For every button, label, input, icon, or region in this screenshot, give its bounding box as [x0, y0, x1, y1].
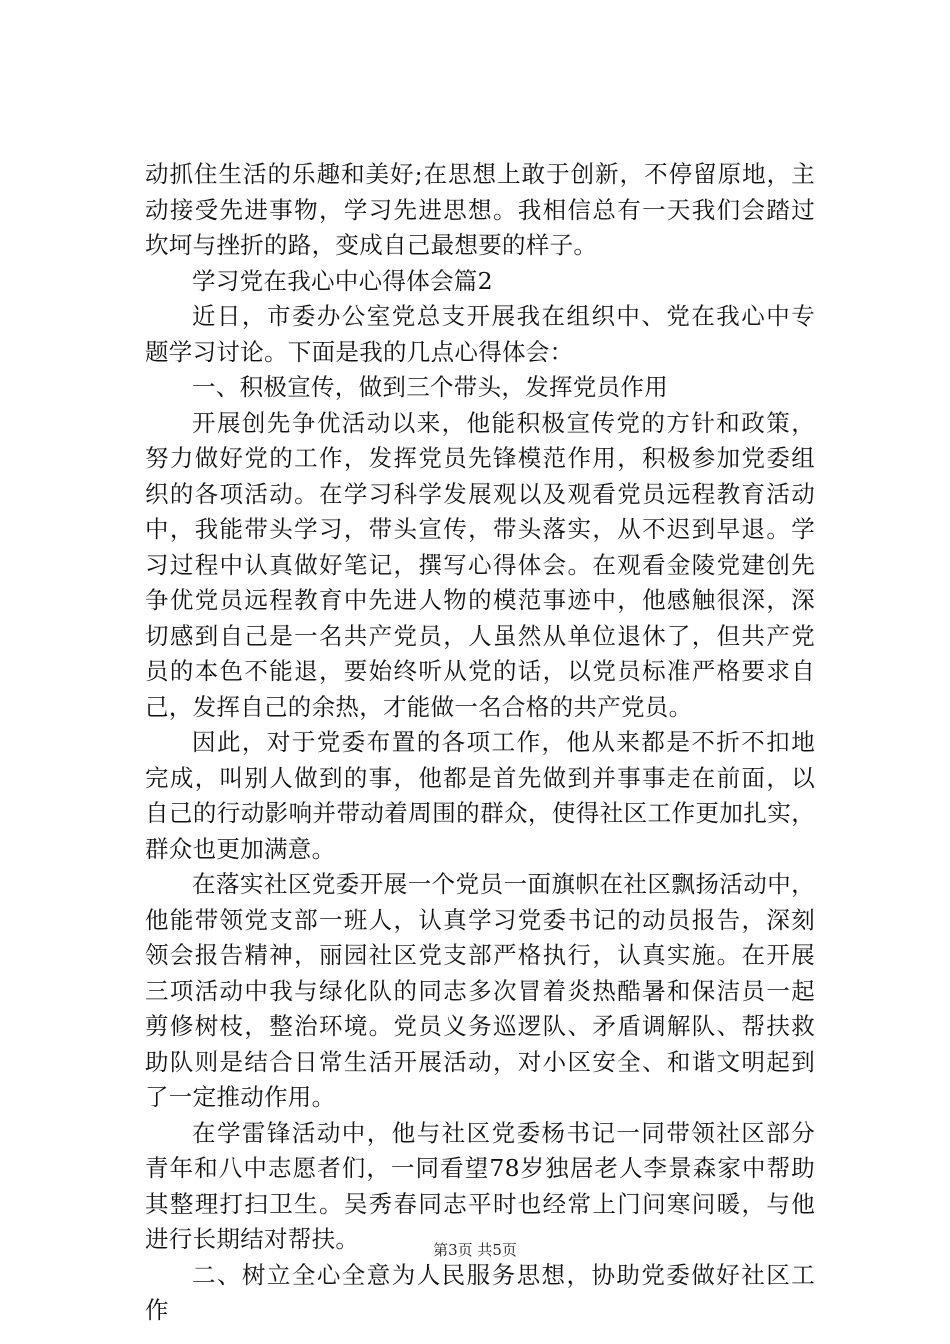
text-line: 三项活动中我与绿化队的同志多次冒着炎热酷暑和保洁员一起: [145, 976, 815, 1005]
text-line: 群众也更加满意。: [145, 834, 336, 863]
text-line: 完成，叫别人做到的事，他都是首先做到并事事走在前面，以: [145, 763, 815, 792]
text-line: 织的各项活动。在学习科学发展观以及观看党员远程教育活动: [145, 479, 815, 508]
text-line: 自己的行动影响并带动着周围的群众，使得社区工作更加扎实，: [145, 799, 815, 827]
text-line: 一、积极宣传，做到三个带头，发挥党员作用: [192, 373, 668, 401]
text-line: 在落实社区党委开展一个党员一面旗帜在社区飘扬活动中，: [192, 870, 815, 898]
text-line: 进行长期结对帮扶。: [145, 1225, 360, 1253]
text-line: 争优党员远程教育中先进人物的模范事迹中，他感触很深，深: [145, 586, 815, 614]
text-line: 青年和八中志愿者们，一同看望78岁独居老人李景森家中帮助: [145, 1154, 815, 1182]
text-line: 其整理打扫卫生。吴秀春同志平时也经常上门问寒问暖，与他: [145, 1189, 815, 1218]
text-line: 剪修树枝，整治环境。党员义务巡逻队、矛盾调解队、帮扶救: [145, 1012, 815, 1040]
text-line: 员的本色不能退，要始终听从党的话，以党员标准严格要求自: [145, 657, 815, 685]
text-line: 他能带领党支部一班人，认真学习党委书记的动员报告，深刻: [145, 905, 815, 934]
text-line: 在学雷锋活动中，他与社区党委杨书记一同带领社区部分: [192, 1118, 815, 1147]
text-line: 助队则是结合日常生活开展活动，对小区安全、和谐文明起到: [145, 1047, 815, 1076]
text-line: 学习党在我心中心得体会篇2: [192, 266, 493, 295]
text-line: 努力做好党的工作，发挥党员先锋模范作用，积极参加党委组: [145, 444, 815, 472]
document-body: [145, 157, 815, 1329]
text-line: 坎坷与挫折的路，变成自己最想要的样子。: [145, 231, 598, 259]
text-line: 二、树立全心全意为人民服务思想，协助党委做好社区工: [192, 1260, 815, 1289]
text-line: 因此，对于党委布置的各项工作，他从来都是不折不扣地: [192, 728, 815, 756]
text-line: 近日，市委办公室党总支开展我在组织中、党在我心中专: [192, 302, 815, 330]
text-line: 习过程中认真做好笔记，撰写心得体会。在观看金陵党建创先: [145, 550, 815, 579]
text-line: 己，发挥自己的余热，才能做一名合格的共产党员。: [145, 692, 693, 721]
text-line: 题学习讨论。下面是我的几点心得体会：: [145, 337, 574, 366]
text-line: 开展创先争优活动以来，他能积极宣传党的方针和政策，: [192, 408, 815, 437]
text-line: 动抓住生活的乐趣和美好;在思想上敢于创新，不停留原地，主: [145, 160, 815, 188]
page-footer: 第3页 共5页: [433, 1241, 517, 1259]
text-line: 切感到自己是一名共产党员，人虽然从单位退休了，但共产党: [145, 621, 815, 650]
text-line: 作: [145, 1296, 169, 1324]
text-line: 中，我能带头学习，带头宣传，带头落实，从不迟到早退。学: [145, 515, 815, 543]
text-line: 领会报告精神，丽园社区党支部严格执行，认真实施。在开展: [145, 941, 815, 969]
text-line: 动接受先进事物，学习先进思想。我相信总有一天我们会踏过: [145, 195, 815, 224]
text-line: 了一定推动作用。: [145, 1083, 336, 1111]
